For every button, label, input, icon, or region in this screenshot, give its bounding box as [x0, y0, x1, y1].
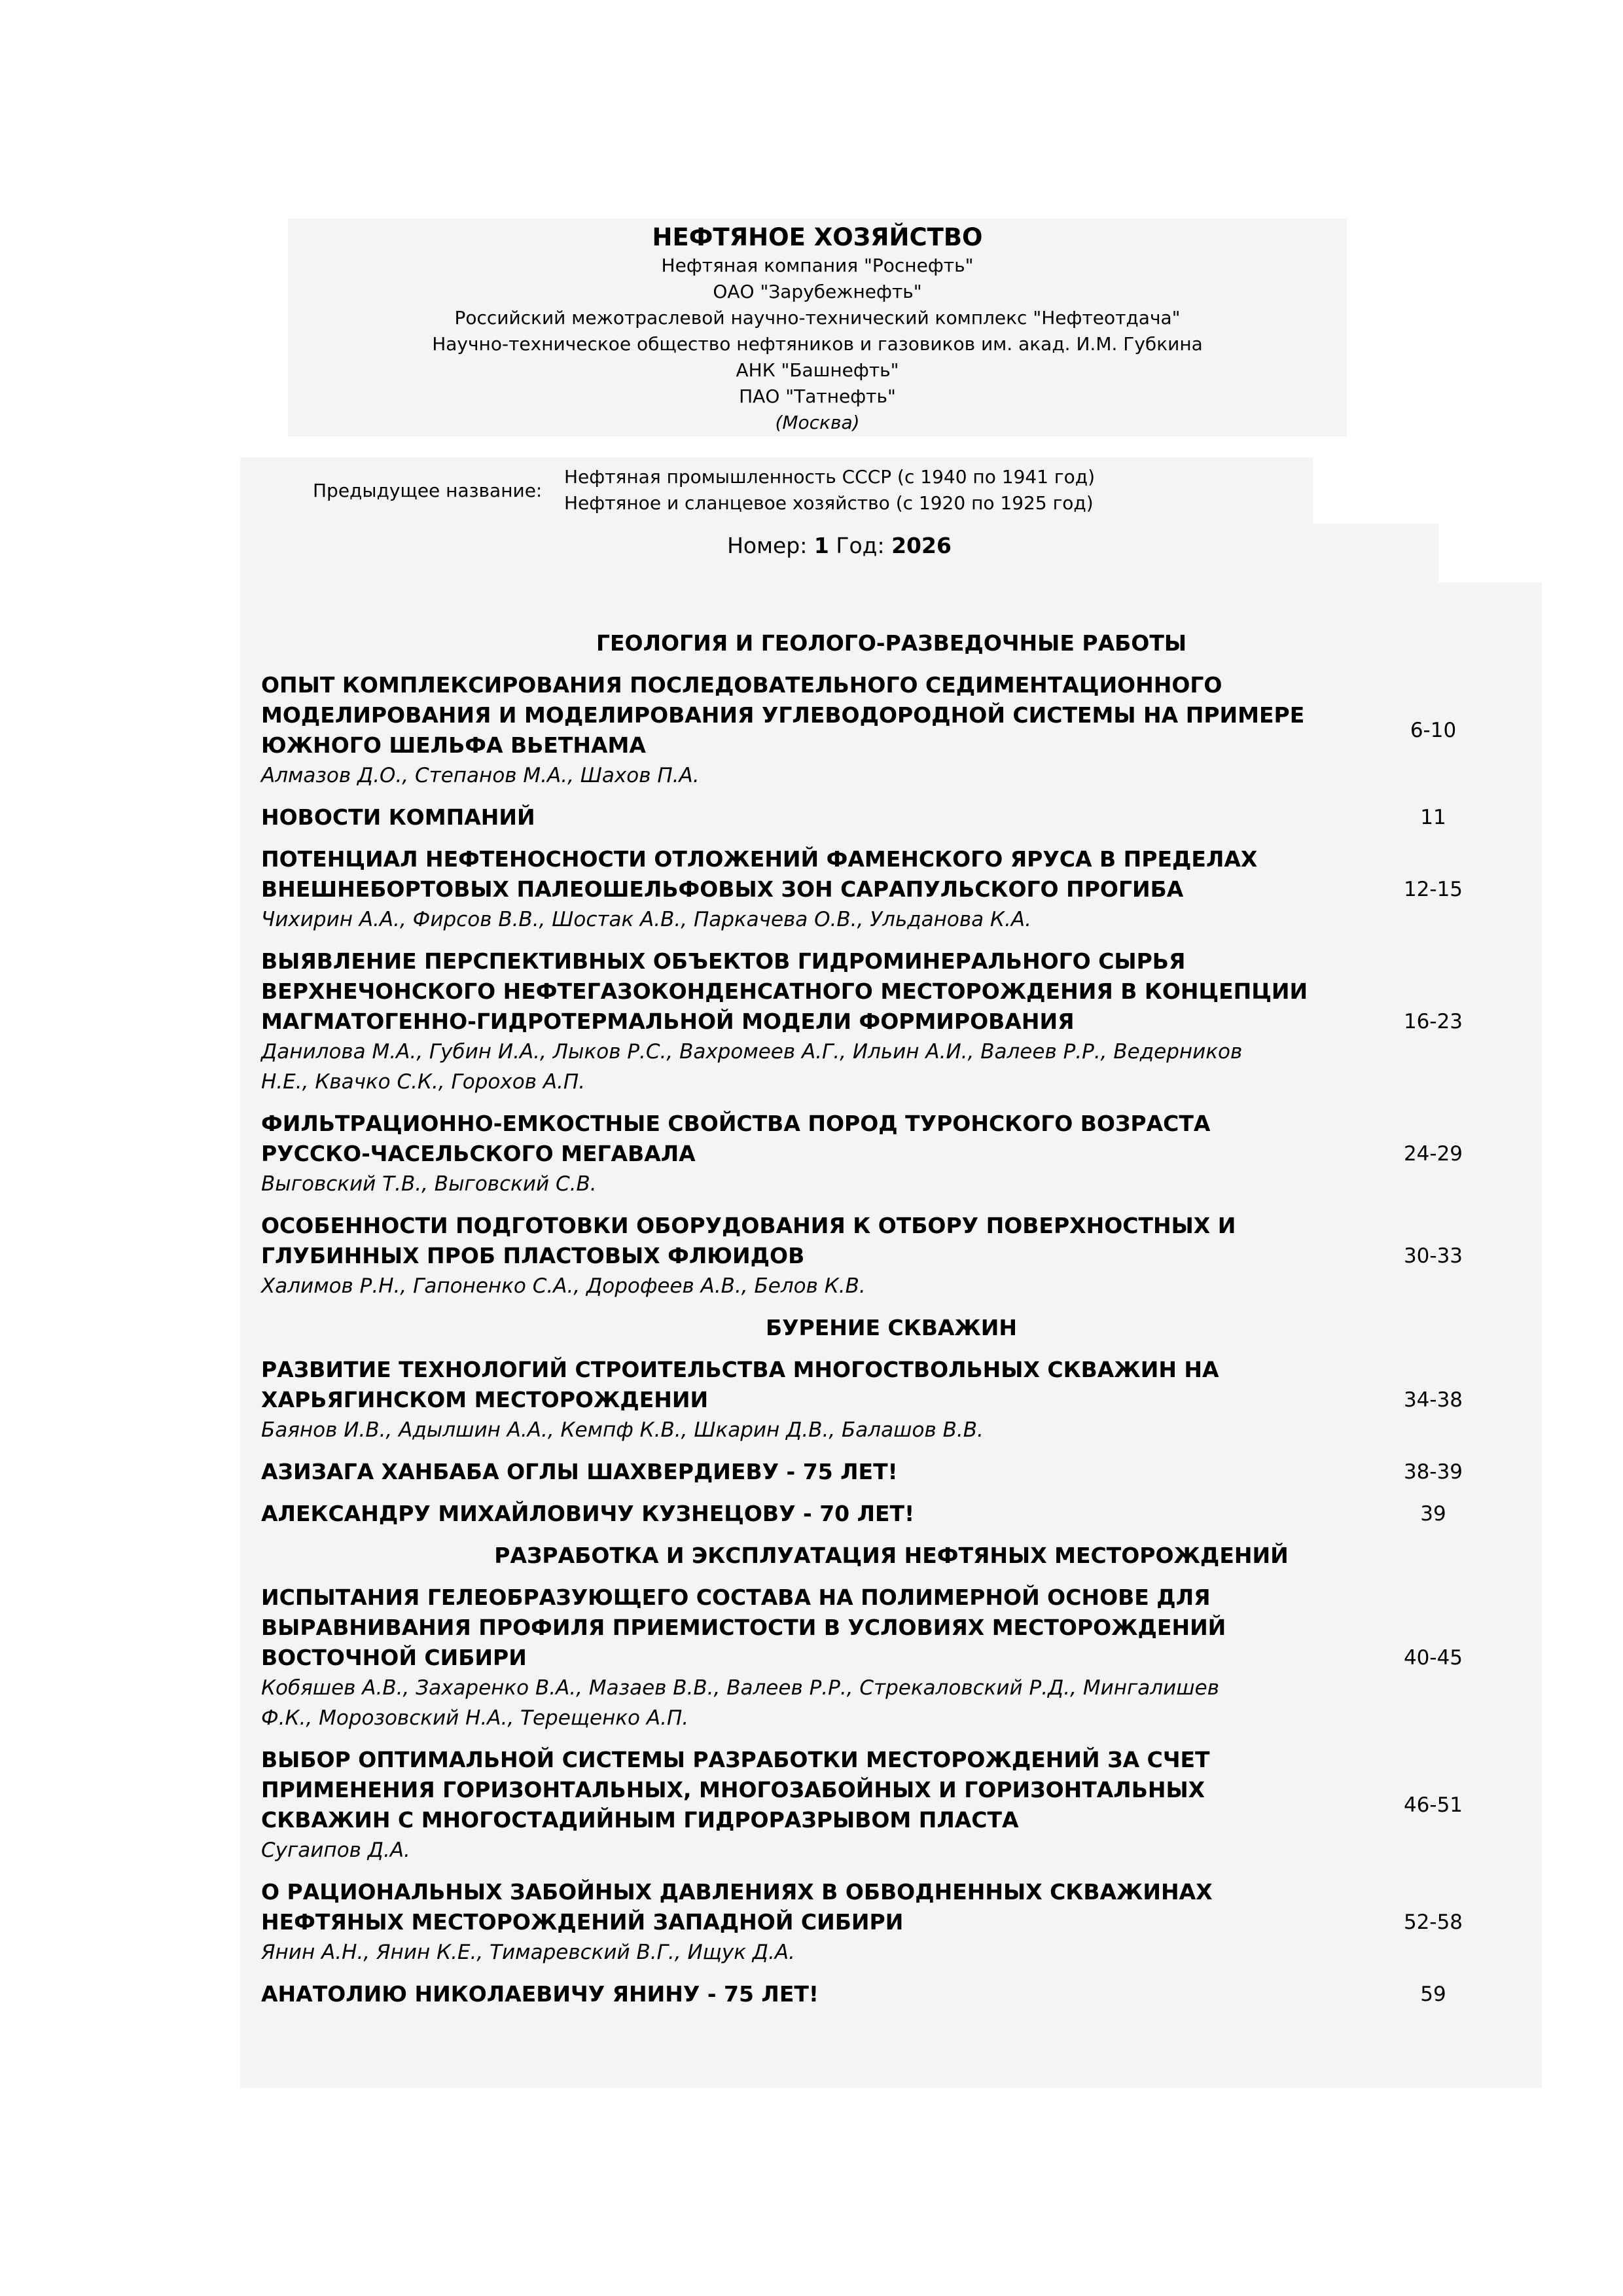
- article-authors: Чихирин А.А., Фирсов В.В., Шостак А.В., Паркачева О.В., Ульданова К.А.: [261, 908, 1031, 931]
- article-title[interactable]: ВЫБОР ОПТИМАЛЬНОЙ СИСТЕМЫ РАЗРАБОТКИ МЕСТОРОЖДЕНИЙ ЗА СЧЕТ ПРИМЕНЕНИЯ ГОРИЗОНТАЛЬНЫХ, МНОГОЗАБОЙНЫХ И ГОРИЗОНТАЛЬНЫХ СКВАЖИН С МНОГОСТАДИЙНЫМ ГИДРОРАЗРЫВОМ ПЛАСТА: [261, 1747, 1210, 1833]
- article-pages: 39: [1420, 1502, 1446, 1526]
- article-pages: 16-23: [1403, 1010, 1463, 1033]
- table-of-contents: [261, 628, 1522, 2021]
- toc-entry[interactable]: [261, 1877, 1522, 1967]
- article-authors: Халимов Р.Н., Гапоненко С.А., Дорофеев А.В., Белов К.В.: [261, 1274, 866, 1298]
- previous-name: Нефтяное и сланцевое хозяйство (с 1920 по 1925 год): [564, 492, 1094, 514]
- toc-entry[interactable]: [261, 1457, 1522, 1487]
- issue-year-label: Год:: [836, 533, 885, 558]
- issue-number-label: Номер:: [727, 533, 808, 558]
- publisher: ПАО "Татнефть": [739, 386, 896, 407]
- section-heading: БУРЕНИЕ СКВАЖИН: [765, 1315, 1018, 1340]
- toc-entry[interactable]: [261, 946, 1522, 1097]
- article-title[interactable]: ВЫЯВЛЕНИЕ ПЕРСПЕКТИВНЫХ ОБЪЕКТОВ ГИДРОМИНЕРАЛЬНОГО СЫРЬЯ ВЕРХНЕЧОНСКОГО НЕФТЕГАЗОКОНДЕНСАТНОГО МЕСТОРОЖДЕНИЯ В КОНЦЕПЦИИ МАГМАТОГЕННО-ГИДРОТЕРМАЛЬНОЙ МОДЕЛИ ФОРМИРОВАНИЯ: [261, 948, 1308, 1034]
- journal-header: [288, 219, 1347, 437]
- article-title[interactable]: РАЗВИТИЕ ТЕХНОЛОГИЙ СТРОИТЕЛЬСТВА МНОГОСТВОЛЬНЫХ СКВАЖИН НА ХАРЬЯГИНСКОМ МЕСТОРОЖДЕНИИ: [261, 1357, 1219, 1412]
- article-title[interactable]: АЛЕКСАНДРУ МИХАЙЛОВИЧУ КУЗНЕЦОВУ - 70 ЛЕТ!: [261, 1501, 915, 1526]
- article-pages: 38-39: [1403, 1460, 1463, 1484]
- toc-entry[interactable]: [261, 1979, 1522, 2009]
- article-pages: 34-38: [1403, 1388, 1463, 1412]
- article-authors: Данилова М.А., Губин И.А., Лыков Р.С., Вахромеев А.Г., Ильин А.И., Валеев Р.Р., Ведерников Н.Е., Квачко С.К., Горохов А.П.: [261, 1040, 1243, 1094]
- toc-entry[interactable]: [261, 1109, 1522, 1199]
- article-title[interactable]: НОВОСТИ КОМПАНИЙ: [261, 804, 535, 830]
- toc-entry[interactable]: [261, 1583, 1522, 1733]
- article-pages: 6-10: [1410, 719, 1457, 742]
- article-pages: 30-33: [1403, 1244, 1463, 1268]
- article-pages: 52-58: [1403, 1910, 1463, 1934]
- article-authors: Алмазов Д.О., Степанов М.А., Шахов П.А.: [261, 764, 700, 787]
- toc-entry[interactable]: [261, 844, 1522, 935]
- article-authors: Янин А.Н., Янин К.Е., Тимаревский В.Г., Ищук Д.А.: [261, 1941, 795, 1964]
- section-heading: ГЕОЛОГИЯ И ГЕОЛОГО-РАЗВЕДОЧНЫЕ РАБОТЫ: [596, 630, 1187, 656]
- article-authors: Сугаипов Д.А.: [261, 1839, 410, 1862]
- article-title[interactable]: ФИЛЬТРАЦИОННО-ЕМКОСТНЫЕ СВОЙСТВА ПОРОД ТУРОНСКОГО ВОЗРАСТА РУССКО-ЧАСЕЛЬСКОГО МЕГАВАЛА: [261, 1111, 1211, 1166]
- article-title[interactable]: О РАЦИОНАЛЬНЫХ ЗАБОЙНЫХ ДАВЛЕНИЯХ В ОБВОДНЕННЫХ СКВАЖИНАХ НЕФТЯНЫХ МЕСТОРОЖДЕНИЙ ЗАПАДНОЙ СИБИРИ: [261, 1879, 1213, 1935]
- issue-info: [240, 524, 1438, 583]
- toc-entry[interactable]: [261, 802, 1522, 833]
- article-title[interactable]: ОСОБЕННОСТИ ПОДГОТОВКИ ОБОРУДОВАНИЯ К ОТБОРУ ПОВЕРХНОСТНЫХ И ГЛУБИННЫХ ПРОБ ПЛАСТОВЫХ ФЛЮИДОВ: [261, 1213, 1236, 1268]
- publisher: Нефтяная компания "Роснефть": [661, 255, 974, 276]
- toc-entry[interactable]: [261, 1355, 1522, 1445]
- article-pages: 11: [1420, 806, 1446, 829]
- toc-entry[interactable]: [261, 1745, 1522, 1865]
- toc-entry[interactable]: [261, 1499, 1522, 1529]
- article-title[interactable]: ПОТЕНЦИАЛ НЕФТЕНОСНОСТИ ОТЛОЖЕНИЙ ФАМЕНСКОГО ЯРУСА В ПРЕДЕЛАХ ВНЕШНЕБОРТОВЫХ ПАЛЕОШЕЛЬФОВЫХ ЗОН САРАПУЛЬСКОГО ПРОГИБА: [261, 846, 1258, 902]
- article-title[interactable]: ИСПЫТАНИЯ ГЕЛЕОБРАЗУЮЩЕГО СОСТАВА НА ПОЛИМЕРНОЙ ОСНОВЕ ДЛЯ ВЫРАВНИВАНИЯ ПРОФИЛЯ ПРИЕМИСТОСТИ В УСЛОВИЯХ МЕСТОРОЖДЕНИЙ ВОСТОЧНОЙ СИБИРИ: [261, 1585, 1226, 1670]
- article-title[interactable]: ОПЫТ КОМПЛЕКСИРОВАНИЯ ПОСЛЕДОВАТЕЛЬНОГО СЕДИМЕНТАЦИОННОГО МОДЕЛИРОВАНИЯ И МОДЕЛИРОВАНИЯ УГЛЕВОДОРОДНОЙ СИСТЕМЫ НА ПРИМЕРЕ ЮЖНОГО ШЕЛЬФА ВЬЕТНАМА: [261, 672, 1305, 758]
- toc-entry[interactable]: [261, 670, 1522, 791]
- article-pages: 12-15: [1403, 878, 1463, 901]
- publisher: ОАО "Зарубежнефть": [713, 281, 922, 302]
- article-authors: Кобяшев А.В., Захаренко В.А., Мазаев В.В., Валеев Р.Р., Стрекаловский Р.Д., Мингалишев Ф.К., Морозовский Н.А., Терещенко А.П.: [261, 1676, 1219, 1730]
- publisher: АНК "Башнефть": [736, 359, 899, 381]
- article-pages: 46-51: [1403, 1793, 1463, 1817]
- journal-title: НЕФТЯНОЕ ХОЗЯЙСТВО: [652, 223, 983, 251]
- issue-number: 1: [813, 533, 829, 558]
- previous-names: [240, 457, 1313, 524]
- article-pages: 40-45: [1403, 1646, 1463, 1670]
- city: (Москва): [775, 412, 860, 433]
- article-pages: 24-29: [1403, 1142, 1463, 1166]
- previous-name: Нефтяная промышленность СССР (с 1940 по 1941 год): [564, 466, 1096, 488]
- publisher: Российский межотраслевой научно-технический комплекс "Нефтеотдача": [454, 307, 1181, 329]
- article-pages: 59: [1420, 1982, 1446, 2006]
- article-title[interactable]: АНАТОЛИЮ НИКОЛАЕВИЧУ ЯНИНУ - 75 ЛЕТ!: [261, 1981, 819, 2007]
- article-authors: Выговский Т.В., Выговский С.В.: [261, 1172, 597, 1196]
- section-heading: РАЗРАБОТКА И ЭКСПЛУАТАЦИЯ НЕФТЯНЫХ МЕСТОРОЖДЕНИЙ: [494, 1543, 1289, 1568]
- article-authors: Баянов И.В., Адылшин А.А., Кемпф К.В., Шкарин Д.В., Балашов В.В.: [261, 1418, 984, 1442]
- toc-entry[interactable]: [261, 1211, 1522, 1301]
- previous-names-label: Предыдущее название:: [313, 480, 543, 501]
- publisher: Научно-техническое общество нефтяников и газовиков им. акад. И.М. Губкина: [432, 333, 1203, 355]
- issue-year: 2026: [891, 533, 952, 558]
- article-title[interactable]: АЗИЗАГА ХАНБАБА ОГЛЫ ШАХВЕРДИЕВУ - 75 ЛЕТ!: [261, 1459, 898, 1484]
